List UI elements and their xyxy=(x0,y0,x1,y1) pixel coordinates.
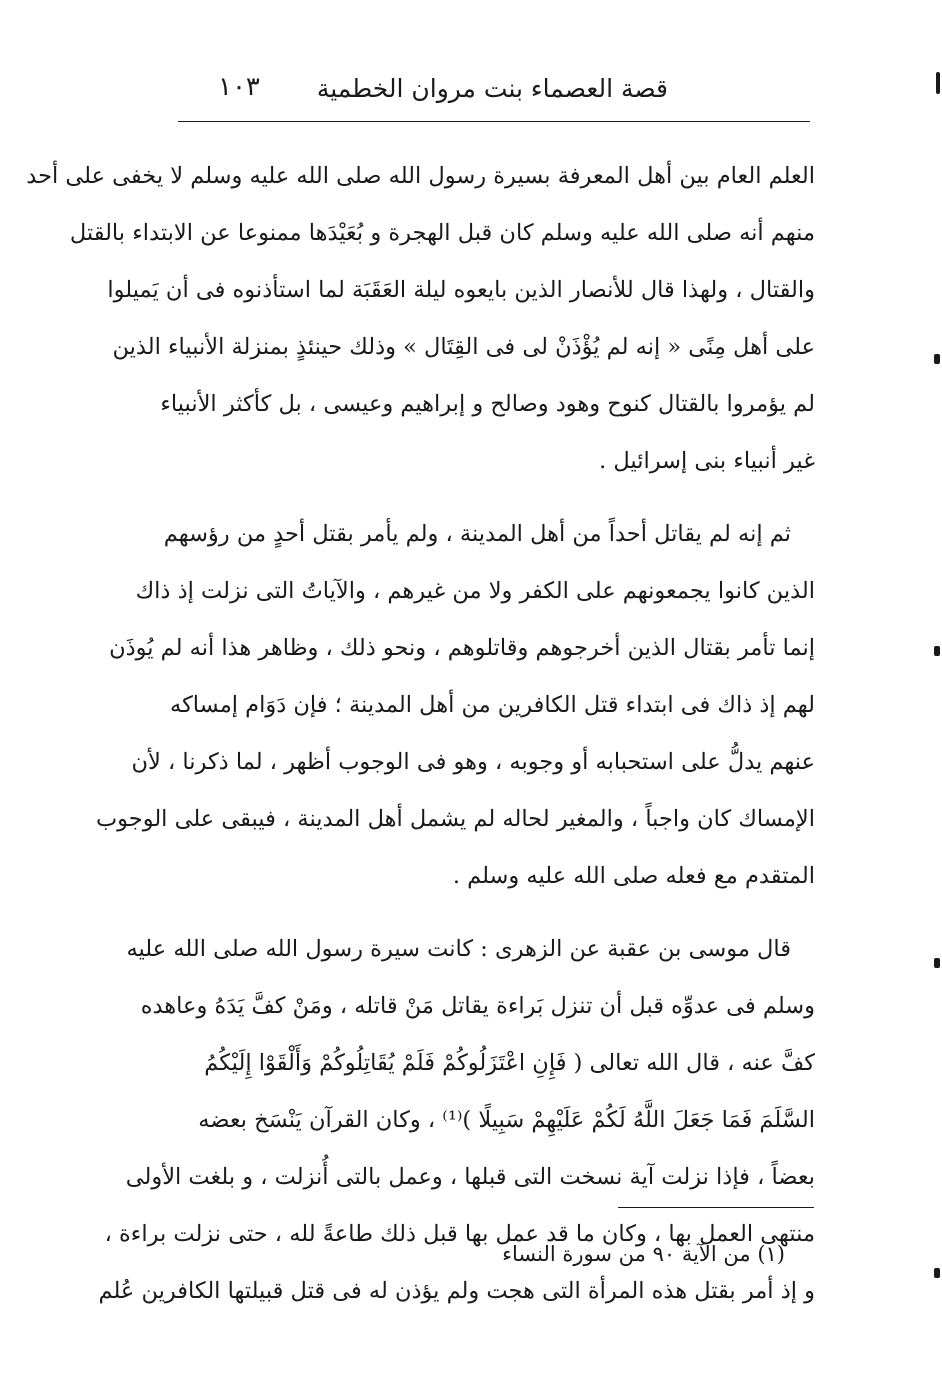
page-number: ١٠٣ xyxy=(218,72,260,102)
text-line: الإمساك كان واجباً ، والمغير لحاله لم يشمل أهل المدينة ، فيبقى على الوجوب xyxy=(95,806,815,832)
text-line: غير أنبياء بنى إسرائيل . xyxy=(599,448,815,474)
text-line: لهم إذ ذاك فى ابتداء قتل الكافرين من أهل المدينة ؛ فإن دَوَام إمساكه xyxy=(170,692,815,718)
text-line: كفَّ عنه ، قال الله تعالى ( فَإِنِ اعْتَزَلُوكُمْ فَلَمْ يُقَاتِلُوكُمْ وَأَلْقَوْا إِلَيْكُمُ xyxy=(204,1050,815,1076)
scan-margin-mark xyxy=(934,1268,940,1278)
paragraph-1 xyxy=(26,148,815,490)
text-line: على أهل مِنًى « إنه لم يُؤْذَنْ لى فى القِتَال » وذلك حينئذٍ بمنزلة الأنبياء الذين xyxy=(112,334,815,360)
running-header xyxy=(178,66,810,116)
scan-margin-mark xyxy=(936,72,940,94)
text-line: المتقدم مع فعله صلى الله عليه وسلم . xyxy=(452,863,815,889)
scan-margin-mark xyxy=(934,646,940,656)
text-line: والقتال ، ولهذا قال للأنصار الذين بايعوه ليلة العَقَبَة لما استأذنوه فى أن يَميلوا xyxy=(107,277,815,303)
paragraph-2 xyxy=(95,506,815,905)
scan-margin-mark xyxy=(934,354,940,364)
text-line: وسلم فى عدوِّه قبل أن تنزل بَراءة يقاتل مَنْ قاتله ، ومَنْ كفَّ يَدَهُ وعاهده xyxy=(140,993,815,1019)
text-line: ثم إنه لم يقاتل أحداً من أهل المدينة ، ولم يأمر بقتل أحدٍ من رؤسهم xyxy=(163,521,791,547)
text-line: عنهم يدلُّ على استحبابه أو وجوبه ، وهو فى الوجوب أظهر ، لما ذكرنا ، لأن xyxy=(131,749,815,775)
text-line: قال موسى بن عقبة عن الزهرى : كانت سيرة رسول الله صلى الله عليه xyxy=(126,936,791,962)
body-text xyxy=(26,148,815,1320)
text-line: و إذ أمر بقتل هذه المرأة التى هجت ولم يؤذن له فى قتل قبيلتها الكافرين عُلم xyxy=(98,1278,815,1304)
running-title: قصة العصماء بنت مروان الخطمية xyxy=(316,74,668,103)
text-line: بعضاً ، فإذا نزلت آية نسخت التى قبلها ، وعمل بالتى أُنزلت ، و بلغت الأولى xyxy=(125,1164,815,1190)
text-line: منهم أنه صلى الله عليه وسلم كان قبل الهجرة و بُعَيْدَها ممنوعا عن الابتداء بالقتل xyxy=(69,220,815,246)
text-line: العلم العام بين أهل المعرفة بسيرة رسول الله صلى الله عليه وسلم لا يخفى على أحد xyxy=(26,163,815,189)
footnote-rule xyxy=(618,1207,814,1208)
text-line: لم يؤمروا بالقتال كنوح وهود وصالح و إبراهيم وعيسى ، بل كأكثر الأنبياء xyxy=(160,391,815,417)
footnote: (١) من الآية ٩٠ من سورة النساء xyxy=(502,1242,785,1266)
header-rule xyxy=(178,121,810,122)
text-line: منتهى العمل بها ، وكان ما قد عمل بها قبل ذلك طاعةً لله ، حتى نزلت براءة ، xyxy=(104,1221,815,1247)
scan-margin-mark xyxy=(934,958,940,968)
text-line: إنما تأمر بقتال الذين أخرجوهم وقاتلوهم ، ونحو ذلك ، وظاهر هذا أنه لم يُوذَن xyxy=(109,635,815,661)
text-line: الذين كانوا يجمعونهم على الكفر ولا من غيرهم ، والآياتُ التى نزلت إذ ذاك xyxy=(135,578,815,604)
text-line: السَّلَمَ فَمَا جَعَلَ اللَّهُ لَكُمْ عَلَيْهِمْ سَبِيلًا )⁽¹⁾ ، وكان القرآن يَنْسَخ بعضه xyxy=(198,1107,815,1133)
